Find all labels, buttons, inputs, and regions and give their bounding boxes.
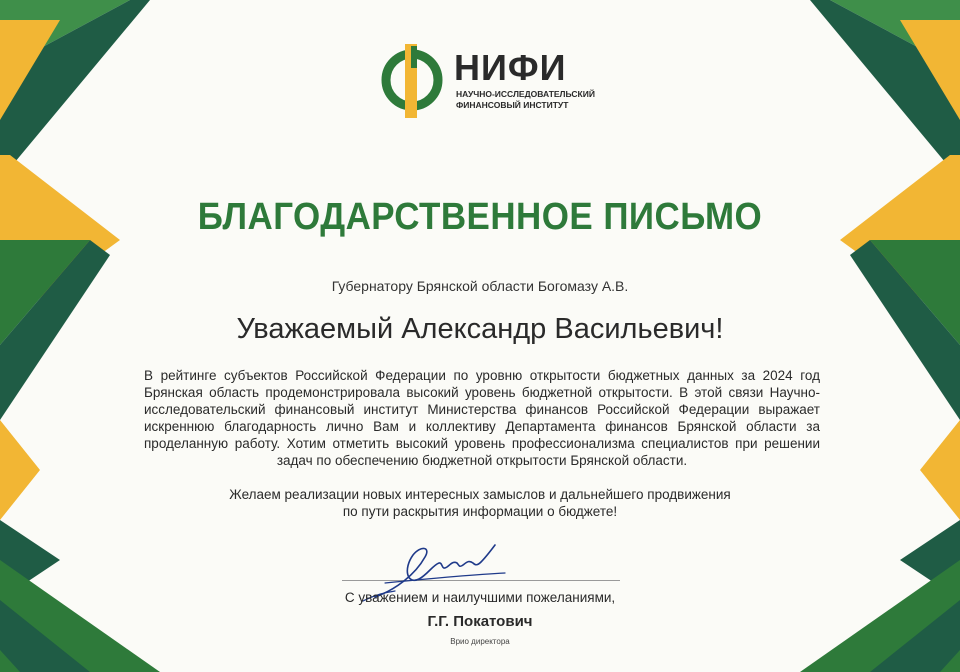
wish	[180, 486, 780, 520]
logo-subtitle	[456, 89, 595, 111]
closing-regards: С уважением и наилучшими пожеланиями,	[344, 590, 616, 605]
nifi-logo-icon	[380, 40, 450, 120]
salutation: Уважаемый Александр Васильевич!	[236, 313, 724, 345]
letter-body: В рейтинге субъектов Российской Федерации по уровню открытости бюджетных данных за 2024 год Брянская область продемонстрировала высокий уровень бюджетной открытости. В этой связи Научно-исследовательский финансовый институт Министерства финансов Российской Федерации выражает искреннюю благодарность лично Вам и коллективу Департамента финансов Брянской области за проделанную работу. Хотим отметить высокий уровень профессионализма специалистов при решении задач по обеспечению бюджетной открытости Брянской области.	[144, 368, 820, 468]
signer-name: Г.Г. Покатович	[427, 613, 533, 630]
addressee: Губернатору Брянской области Богомазу А.В.	[331, 278, 629, 294]
logo-subtitle-line1: НАУЧНО-ИССЛЕДОВАТЕЛЬСКИЙ	[456, 89, 595, 99]
letter-title: БЛАГОДАРСТВЕННОЕ ПИСЬМО	[197, 196, 763, 238]
wish-line2: по пути раскрытия информации о бюджете!	[342, 504, 618, 519]
nifi-logo	[380, 40, 620, 120]
logo-name: НИФИ	[454, 47, 567, 88]
logo-subtitle-line2: ФИНАНСОВЫЙ ИНСТИТУТ	[456, 100, 569, 110]
wish-line1: Желаем реализации новых интересных замыслов и дальнейшего продвижения	[229, 487, 731, 502]
signer-role: Врио директора	[450, 637, 510, 646]
